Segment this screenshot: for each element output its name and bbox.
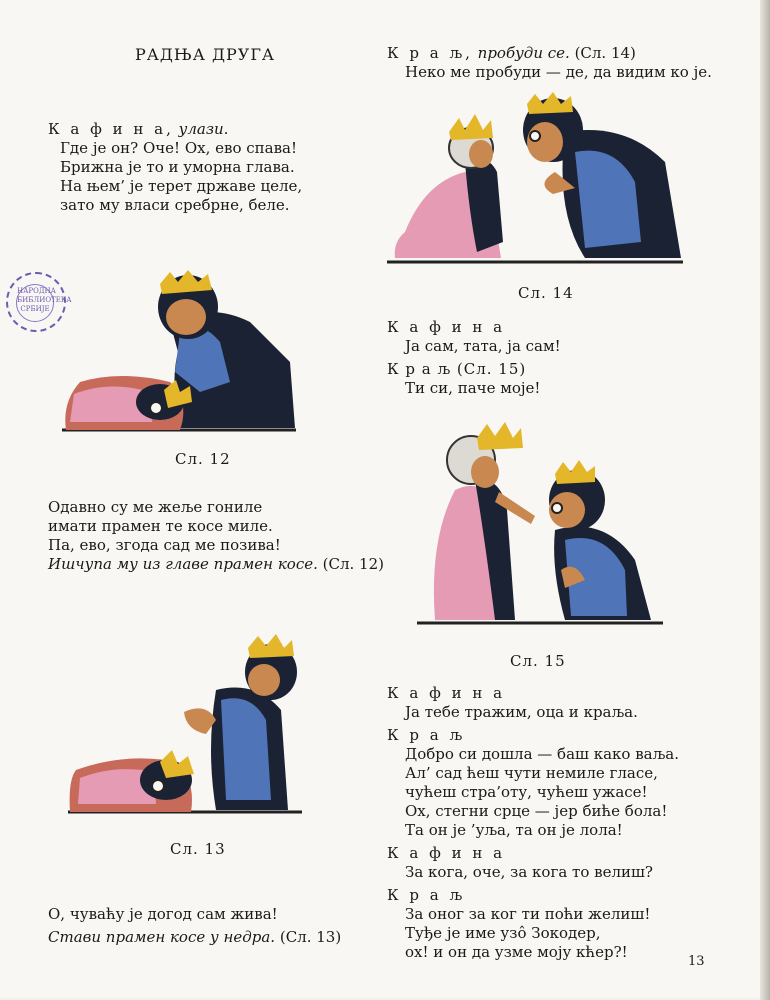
library-stamp: НАРОДНА БИБЛИОТЕКА СРБИЈЕ bbox=[6, 272, 66, 332]
verse-line: Ја тебе тражим, оца и краља. bbox=[405, 703, 638, 721]
stage-direction: Стави прамен косе у недра. (Сл. 13) bbox=[48, 928, 342, 946]
speaker-name: К а ф и н а bbox=[387, 844, 506, 862]
speaker-kafina: К а ф и н а, улази. bbox=[48, 120, 229, 138]
verse-line: Ти си, паче моје! bbox=[405, 379, 541, 397]
verse-line: имати прамен те косе миле. bbox=[48, 517, 273, 535]
verse-line: Неко ме пробуди — де, да видим ко је. bbox=[405, 63, 712, 81]
verse-line: Па, ево, згода сад ме позива! bbox=[48, 536, 281, 554]
verse-line: Ох, стегни срце — јер биће бола! bbox=[405, 802, 668, 820]
verse-line: На њем’ је терет државе целе, bbox=[60, 177, 303, 195]
verse-line: Ја сам, тата, ја сам! bbox=[405, 337, 561, 355]
verse-line: Одавно су ме жеље гониле bbox=[48, 498, 263, 516]
verse-line: Брижна је то и уморна глава. bbox=[60, 158, 295, 176]
stage-direction: Ишчупа му из главе прамен косе. (Сл. 12) bbox=[48, 555, 384, 573]
verse-line: Добро си дошла — баш како ваља. bbox=[405, 745, 679, 763]
speaker-name: К а ф и н а bbox=[387, 684, 506, 702]
speaker-name: К р а љ bbox=[387, 726, 466, 744]
verse-line: ох! и он да узме моју кћер?! bbox=[405, 943, 628, 961]
verse-line: чућеш стра’оту, чућеш ужасе! bbox=[405, 783, 648, 801]
verse-line: За оног за ког ти поћи желиш! bbox=[405, 905, 651, 923]
speaker-name: К р а љ (Сл. 15) bbox=[387, 360, 527, 378]
act-title: РАДЊА ДРУГА bbox=[135, 45, 276, 64]
verse-line: Та он је ’уља, та он је лола! bbox=[405, 821, 623, 839]
speaker-name: К а ф и н а bbox=[387, 318, 506, 336]
illustration-14 bbox=[385, 92, 685, 268]
speaker-kralj: К р а љ, пробуди се. (Сл. 14) bbox=[387, 44, 636, 62]
illustration-13 bbox=[66, 630, 306, 816]
verse-line: зато му власи сребрне, беле. bbox=[60, 196, 290, 214]
figure-caption-12: Сл. 12 bbox=[175, 450, 231, 468]
verse-line: Ал’ сад ћеш чути немиле гласе, bbox=[405, 764, 658, 782]
illustration-15 bbox=[415, 420, 665, 628]
book-spine-edge bbox=[760, 0, 770, 1000]
figure-caption-14: Сл. 14 bbox=[518, 284, 574, 302]
page-number: 13 bbox=[688, 954, 705, 969]
figure-caption-13: Сл. 13 bbox=[170, 840, 226, 858]
illustration-12 bbox=[60, 262, 300, 434]
verse-line: Туђе је име узô Зокодер, bbox=[405, 924, 601, 942]
verse-line: О, чуваћу је догод сам жива! bbox=[48, 905, 278, 923]
speaker-name: К р а љ bbox=[387, 886, 466, 904]
verse-line: За кога, оче, за кога то велиш? bbox=[405, 863, 653, 881]
verse-line: Где је он? Оче! Ох, ево спава! bbox=[60, 139, 298, 157]
figure-caption-15: Сл. 15 bbox=[510, 652, 566, 670]
